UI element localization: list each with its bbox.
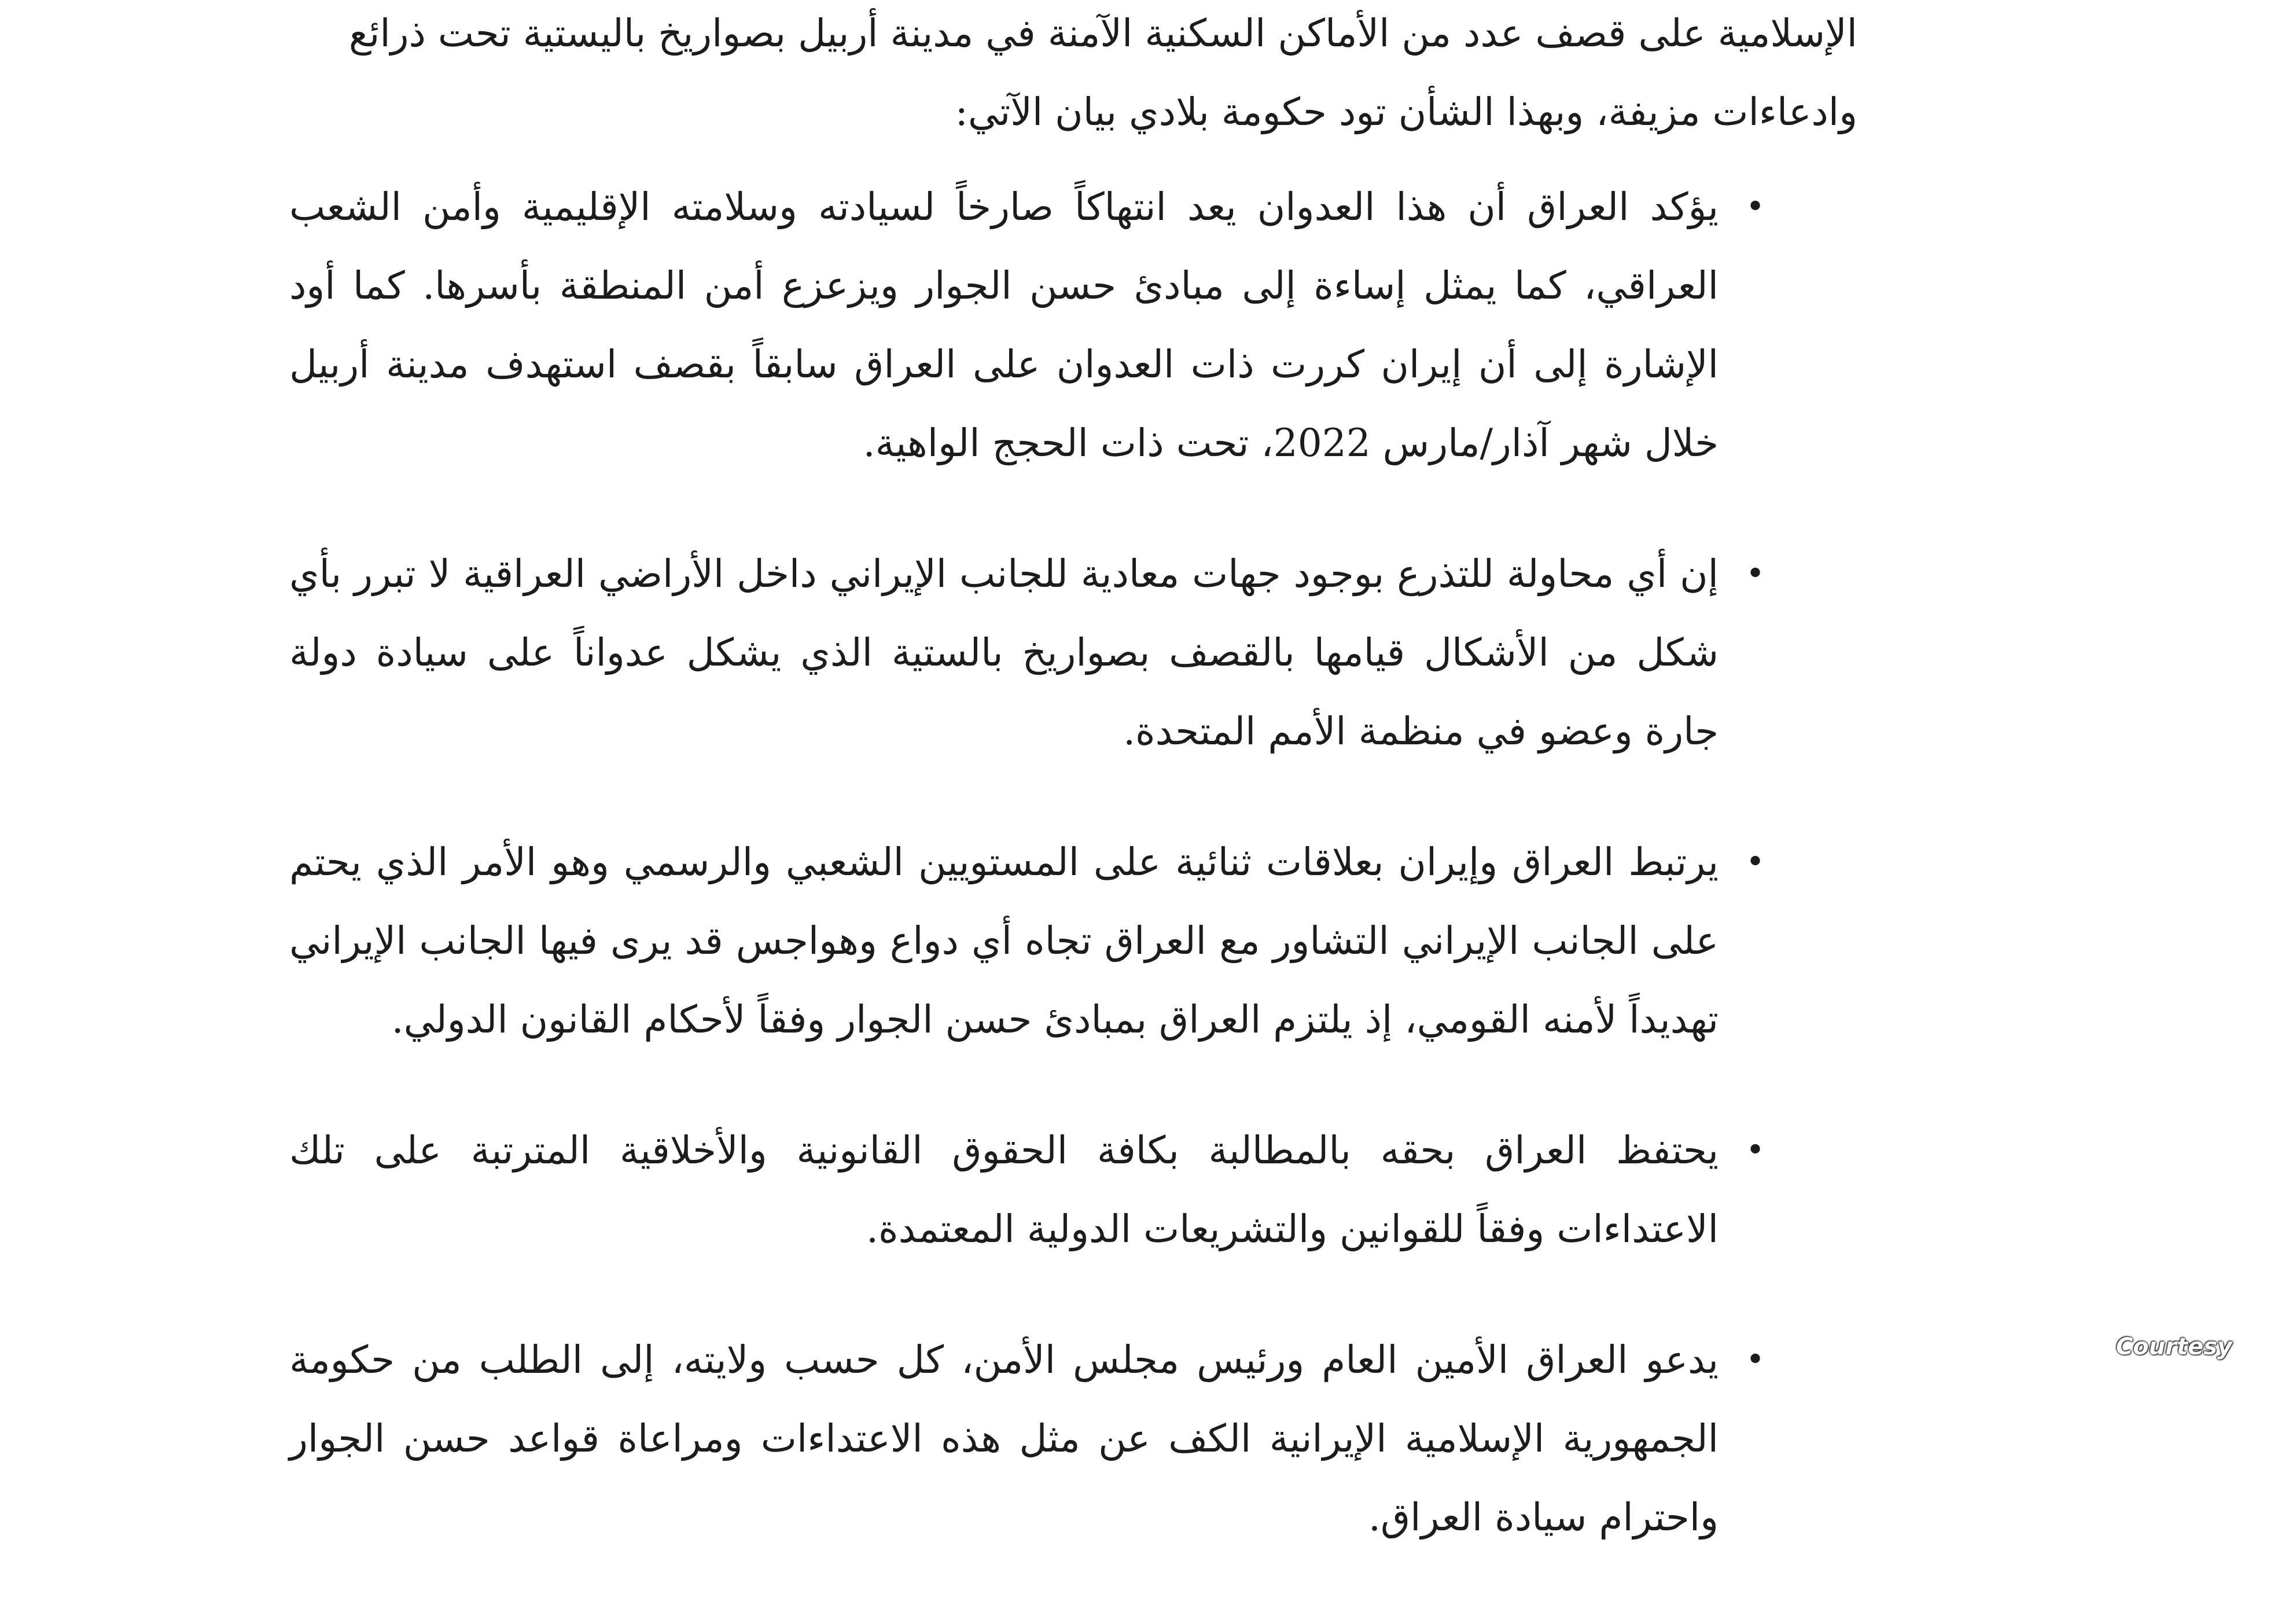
intro-paragraph xyxy=(289,0,1857,152)
bullet-list xyxy=(289,168,1765,1609)
bullet-icon: • xyxy=(1745,843,1765,881)
intro-line-1: الإسلامية على قصف عدد من الأماكن السكنية الآمنة في مدينة أربيل بصواريخ باليستية تحت ذرائع xyxy=(348,11,1857,56)
bullet-text-1: يؤكد العراق أن هذا العدوان يعد انتهاكاً صارخاً لسيادته وسلامته الإقليمية وأمن الشعب العراقي، كما يمثل إساءة إلى مبادئ حسن الجوار ويزعزع أمن المنطقة بأسرها. كما أود الإشارة إلى أن إيران كررت ذات العدوان على العراق سابقاً بقصف استهدف مدينة أربيل خلال شهر آذار/مارس 2022، تحت ذات الحجج الواهية. xyxy=(289,185,1719,465)
bullet-icon: • xyxy=(1745,555,1765,593)
bullet-item-5 xyxy=(289,1321,1765,1557)
bullet-item-1 xyxy=(289,168,1765,483)
bullet-text-3: يرتبط العراق وإيران بعلاقات ثنائية على المستويين الشعبي والرسمي وهو الأمر الذي يحتم على الجانب الإيراني التشاور مع العراق تجاه أي دواع وهواجس قد يرى فيها الجانب الإيراني تهديداً لأمنه القومي، إذ يلتزم العراق بمبادئ حسن الجوار وفقاً لأحكام القانون الدولي. xyxy=(289,840,1719,1042)
bullet-text-2: إن أي محاولة للتذرع بوجود جهات معادية للجانب الإيراني داخل الأراضي العراقية لا تبرر بأي شكل من الأشكال قيامها بالقصف بصواريخ بالستية الذي يشكل عدواناً على سيادة دولة جارة وعضو في منظمة الأمم المتحدة. xyxy=(289,552,1719,754)
bullet-icon: • xyxy=(1745,188,1765,226)
bullet-item-2 xyxy=(289,535,1765,771)
intro-line-2: وادعاءات مزيفة، وبهذا الشأن تود حكومة بلادي بيان الآتي: xyxy=(955,90,1857,134)
courtesy-watermark: Courtesy xyxy=(2115,1334,2232,1360)
bullet-item-3 xyxy=(289,823,1765,1059)
bullet-icon: • xyxy=(1745,1341,1765,1379)
bullet-item-4 xyxy=(289,1111,1765,1269)
bullet-text-4: يحتفظ العراق بحقه بالمطالبة بكافة الحقوق القانونية والأخلاقية المترتبة على تلك الاعتداءات وفقاً للقوانين والتشريعات الدولية المعتمدة. xyxy=(289,1128,1719,1251)
bullet-icon: • xyxy=(1745,1132,1765,1169)
bullet-text-5: يدعو العراق الأمين العام ورئيس مجلس الأمن، كل حسب ولايته، إلى الطلب من حكومة الجمهورية الإسلامية الإيرانية الكف عن مثل هذه الاعتداءات ومراعاة قواعد حسن الجوار واحترام سيادة العراق. xyxy=(289,1338,1719,1540)
